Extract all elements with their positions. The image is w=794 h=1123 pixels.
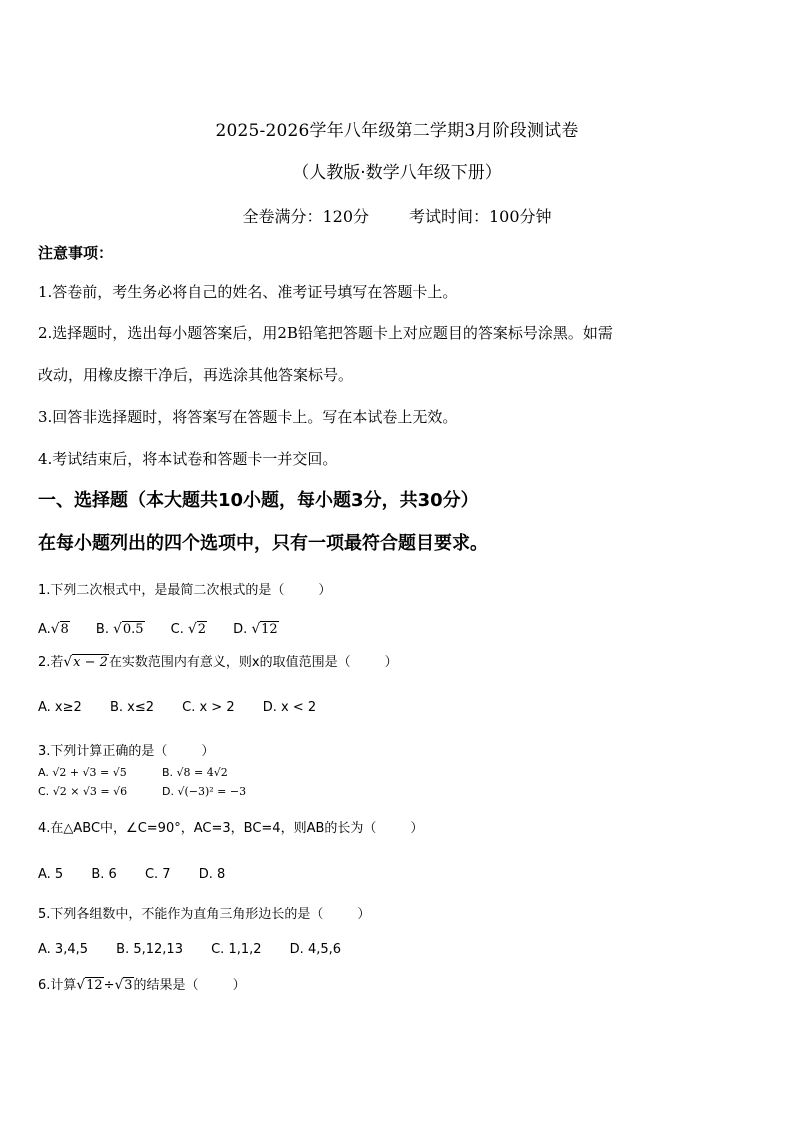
question-5-options (38, 942, 341, 957)
question-4: 4.在△ABC中，∠C=90°，AC=3，BC=4，则AB的长为（ ） (38, 821, 424, 836)
option-d: D. √12 (233, 621, 278, 637)
question-3-options-row-2 (38, 785, 246, 798)
option-a: A. 5 (38, 867, 64, 882)
question-4-options (38, 867, 225, 882)
total-score: 全卷满分：120分 (242, 207, 369, 226)
option-c: C. 1,1,2 (211, 942, 262, 957)
option-b: B. √8 = 4√2 (162, 766, 228, 779)
question-3: 3.下列计算正确的是（ ） (38, 744, 215, 759)
option-b: B. 5,12,13 (116, 942, 183, 957)
option-b: B. x≤2 (109, 700, 154, 715)
radical-icon: √x − 2 (63, 654, 108, 670)
option-b: B. √0.5 (95, 621, 144, 637)
question-stem: 5.下列各组数中，不能作为直角三角形边长的是（ (38, 907, 324, 922)
question-6: 6.计算√12÷√3的结果是（ ） (38, 977, 246, 993)
option-d: D. 4,5,6 (289, 942, 342, 957)
radical-icon: √2 (188, 621, 206, 637)
option-c: C. √2 (170, 621, 206, 637)
exam-time: 考试时间：100分钟 (409, 207, 552, 226)
question-stem: 4.在△ABC中，∠C=90°，AC=3，BC=4，则AB的长为（ (38, 821, 377, 836)
exam-meta (0, 204, 794, 227)
option-a: A. x≥2 (38, 700, 82, 715)
option-a: A. √2 + √3 = √5 (38, 766, 127, 779)
radical-icon: √0.5 (113, 621, 144, 637)
option-d: D. 8 (198, 867, 226, 882)
question-2-options (38, 700, 316, 715)
notice-item-2: 2.选择题时，选出每小题答案后，用2B铅笔把答题卡上对应题目的答案标号涂黑。如需 (38, 324, 613, 342)
exam-subtitle: （人教版·数学八年级下册） (292, 163, 502, 183)
question-3-options-row-1 (38, 766, 228, 779)
radical-icon: √8 (50, 621, 69, 637)
option-c: C. x > 2 (182, 700, 235, 715)
option-a: A.√8 (38, 621, 69, 637)
question-1: 1.下列二次根式中，是最简二次根式的是（ ） (38, 583, 332, 598)
question-2: 2.若√x − 2在实数范围内有意义，则x的取值范围是（ ） (38, 654, 398, 670)
option-d: D. √(−3)² = −3 (162, 785, 247, 798)
notice-item-1: 1.答卷前，考生务必将自己的姓名、准考证号填写在答题卡上。 (38, 283, 458, 301)
option-b: B. 6 (91, 867, 117, 882)
radical-icon: √12 (251, 621, 278, 637)
notice-item-4: 4.考试结束后，将本试卷和答题卡一并交回。 (38, 450, 338, 468)
question-1-options (38, 621, 279, 637)
radical-icon: √3 (114, 977, 133, 993)
question-stem: 3.下列计算正确的是（ (38, 744, 168, 759)
radical-icon: √12 (76, 977, 103, 993)
notice-item-2-cont: 改动，用橡皮擦干净后，再选涂其他答案标号。 (38, 366, 354, 384)
option-a: A. 3,4,5 (38, 942, 89, 957)
option-c: C. 7 (144, 867, 171, 882)
section-title: 一、选择题（本大题共10小题，每小题3分，共30分） (38, 490, 479, 511)
option-d: D. x < 2 (262, 700, 317, 715)
notice-heading: 注意事项： (38, 244, 114, 262)
notice-item-3: 3.回答非选择题时，将答案写在答题卡上。写在本试卷上无效。 (38, 408, 458, 426)
option-c: C. √2 × √3 = √6 (38, 785, 128, 798)
question-5: 5.下列各组数中，不能作为直角三角形边长的是（ ） (38, 907, 371, 922)
section-instruction: 在每小题列出的四个选项中，只有一项最符合题目要求。 (38, 533, 488, 554)
exam-title: 2025-2026学年八年级第二学期3月阶段测试卷 (215, 121, 579, 141)
question-stem: 1.下列二次根式中，是最简二次根式的是（ (38, 583, 285, 598)
